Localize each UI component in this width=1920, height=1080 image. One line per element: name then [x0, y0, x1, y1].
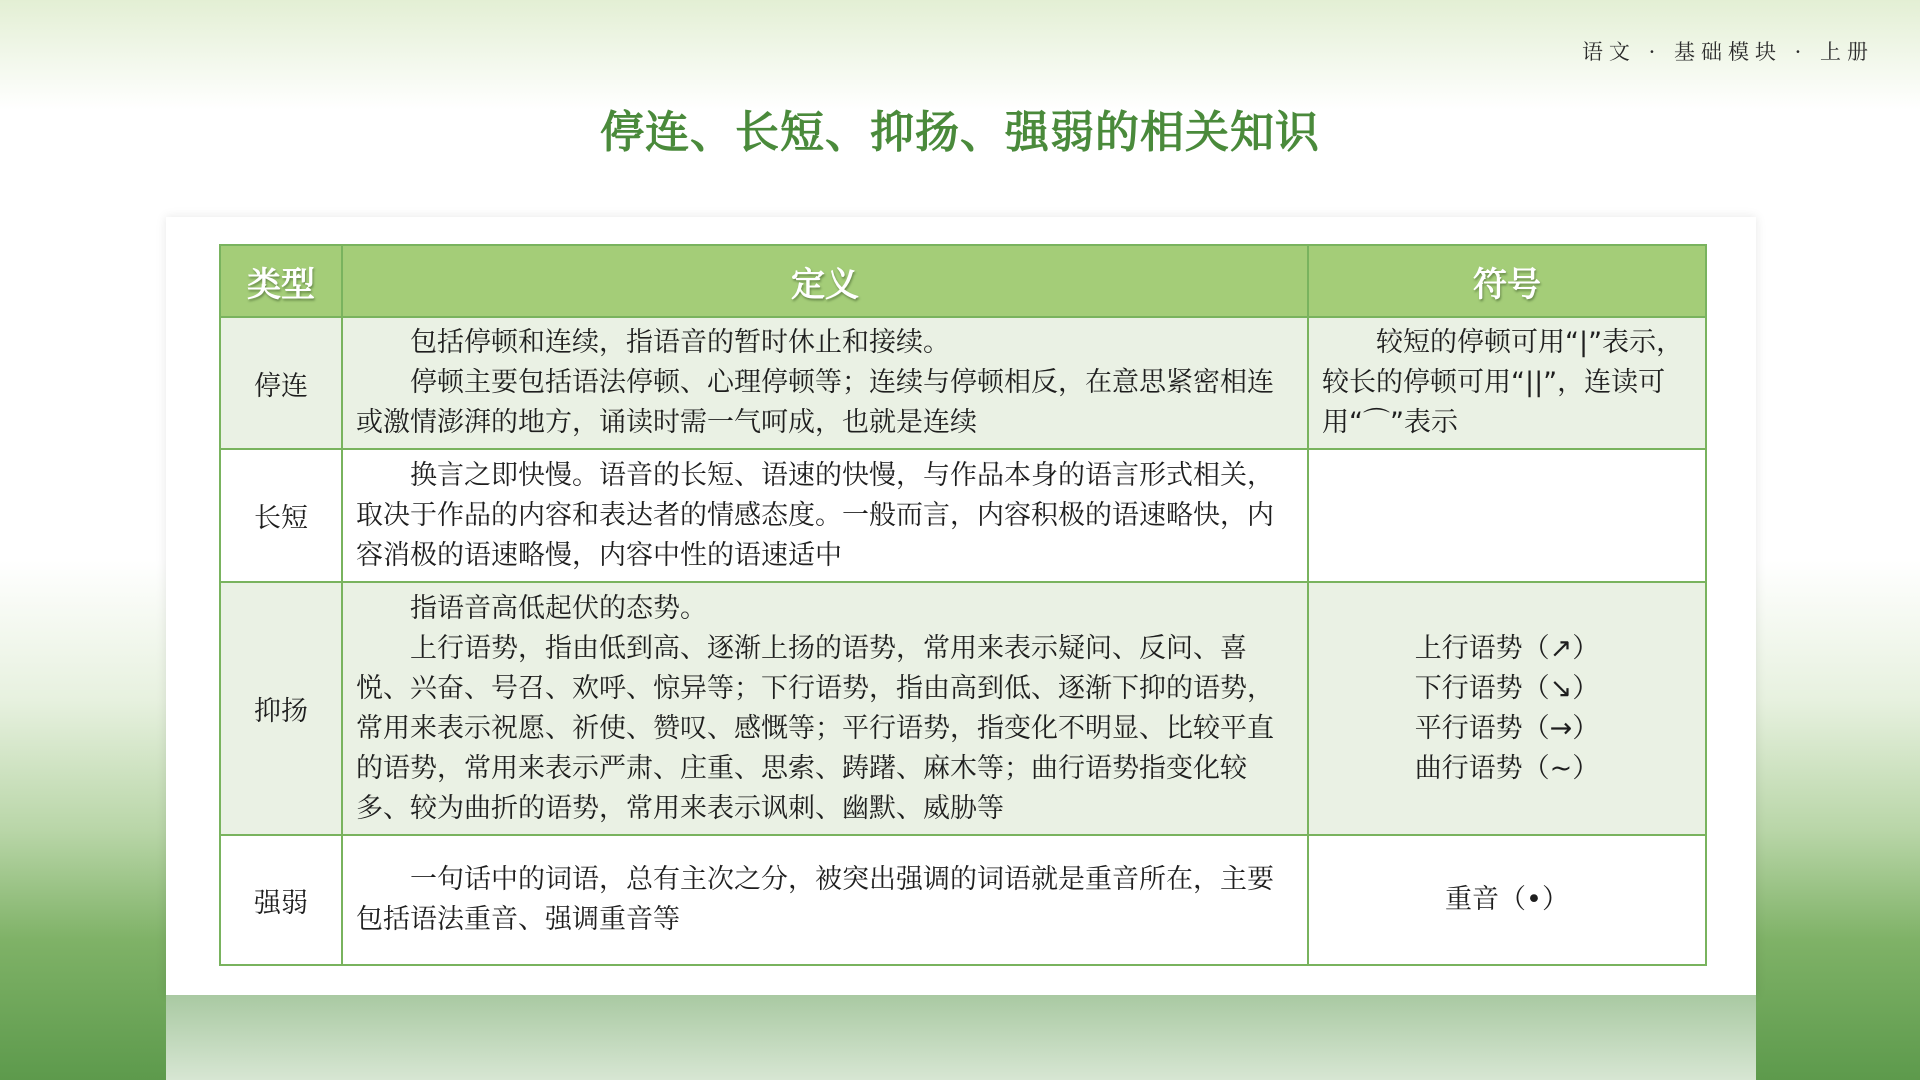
column-header-definition: 定义: [342, 245, 1308, 317]
type-cell: 抑扬: [220, 582, 342, 835]
table-row-intonation: [220, 582, 1706, 835]
symbol-cell: [1308, 317, 1706, 449]
table-header-row: [220, 245, 1706, 317]
type-cell: 长短: [220, 449, 342, 582]
table-row-stress: [220, 835, 1706, 965]
definition-cell: [342, 317, 1308, 449]
page-title: 停连、长短、抑扬、强弱的相关知识: [600, 107, 1320, 158]
symbol-level: 平行语势（→）: [1414, 712, 1600, 744]
symbol-cell: [1308, 582, 1706, 835]
symbol-cell: [1308, 835, 1706, 965]
column-header-type: 类型: [220, 245, 342, 317]
symbol-falling: 下行语势（↘）: [1414, 672, 1600, 704]
definition-paragraph: 停顿主要包括语法停顿、心理停顿等；连续与停顿相反，在意思紧密相连或激情澎湃的地方，诵读时需一气呵成，也就是连续: [356, 367, 1274, 438]
symbol-rising: 上行语势（↗）: [1414, 632, 1600, 664]
definition-paragraph: 包括停顿和连续，指语音的暂时休止和接续。: [410, 327, 950, 358]
knowledge-table: [219, 244, 1707, 966]
definition-cell: [342, 835, 1308, 965]
definition-paragraph: 指语音高低起伏的态势。: [410, 592, 707, 624]
table-row-length: [220, 449, 1706, 582]
table-row-pause-link: [220, 317, 1706, 449]
definition-paragraph: 换言之即快慢。语音的长短、语速的快慢，与作品本身的语言形式相关，取决于作品的内容和表达者的情感态度。一般而言，内容积极的语速略快，内容消极的语速略慢，内容中性的语速适中: [356, 459, 1274, 571]
symbol-text: 较短的停顿可用“|”表示，较长的停顿可用“||”，连读可用“⌒”表示: [1322, 327, 1684, 438]
textbook-series-label: 语文 · 基础模块 · 上册: [1581, 40, 1874, 64]
definition-cell: [342, 582, 1308, 835]
type-cell: 强弱: [220, 835, 342, 965]
symbol-stress: 重音（•）: [1445, 884, 1569, 915]
card-shadow-strip: [166, 995, 1756, 1080]
symbol-cell-empty: [1308, 449, 1706, 582]
symbol-curved: 曲行语势（~）: [1414, 752, 1600, 784]
definition-paragraph: 上行语势，指由低到高、逐渐上扬的语势，常用来表示疑问、反问、喜悦、兴奋、号召、欢呼、惊异等；下行语势，指由高到低、逐渐下抑的语势，常用来表示祝愿、祈使、赞叹、感慨等；平行语势，指变化不明显、比较平直的语势，常用来表示严肃、庄重、思索、踌躇、麻木等；曲行语势指变化较多、较为曲折的语势，常用来表示讽刺、幽默、威胁等: [356, 632, 1274, 824]
definition-cell: [342, 449, 1308, 582]
type-cell: 停连: [220, 317, 342, 449]
definition-paragraph: 一句话中的词语，总有主次之分，被突出强调的词语就是重音所在，主要包括语法重音、强调重音等: [356, 864, 1274, 935]
column-header-symbol: 符号: [1308, 245, 1706, 317]
